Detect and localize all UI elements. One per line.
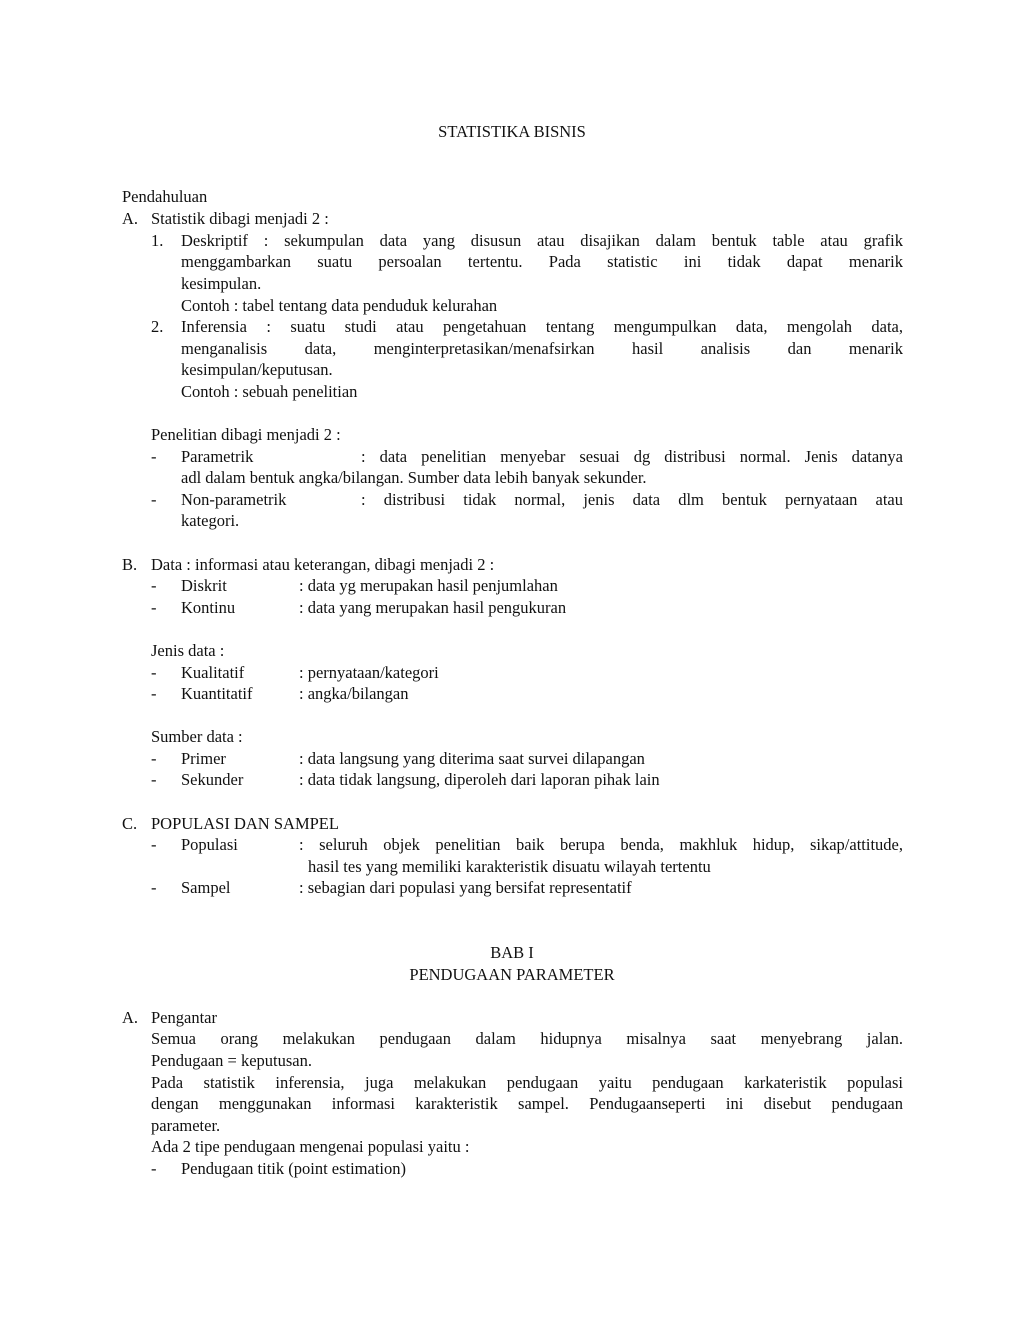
pengantar-line-5: parameter. bbox=[151, 1116, 221, 1135]
list-number-1: 1. bbox=[151, 231, 164, 250]
pengantar-line-1: Semua orang melakukan pendugaan dalam hidupnya misalnya saat menyebrang jalan. bbox=[151, 1029, 903, 1048]
research-heading: Penelitian dibagi menjadi 2 : bbox=[151, 425, 341, 444]
data-term-diskrit: Diskrit bbox=[181, 576, 227, 595]
dash-bullet: - bbox=[151, 576, 157, 595]
section-c-text: POPULASI DAN SAMPEL bbox=[151, 814, 339, 833]
sumber-desc-primer: : data langsung yang diterima saat survei dilapangan bbox=[299, 749, 645, 768]
data-desc-diskrit: : data yg merupakan hasil penjumlahan bbox=[299, 576, 558, 595]
list-marker-a: A. bbox=[122, 209, 139, 228]
pengantar-heading: Pengantar bbox=[151, 1008, 217, 1027]
deskriptif-line-3: kesimpulan. bbox=[181, 274, 262, 293]
research-term-parametrik: Parametrik bbox=[181, 447, 254, 466]
inferensia-line-1: Inferensia : suatu studi atau pengetahuan tentang mengumpulkan data, mengolah data, bbox=[181, 317, 903, 336]
sumber-heading: Sumber data : bbox=[151, 727, 243, 746]
research-cont-parametrik: adl dalam bentuk angka/bilangan. Sumber data lebih banyak sekunder. bbox=[181, 468, 647, 487]
list-number-2: 2. bbox=[151, 317, 164, 336]
populasi-cont: hasil tes yang memiliki karakteristik disuatu wilayah tertentu bbox=[308, 857, 711, 876]
research-term-nonparametrik: Non-parametrik bbox=[181, 490, 287, 509]
dash-bullet: - bbox=[151, 447, 157, 466]
research-cont-nonparametrik: kategori. bbox=[181, 511, 240, 530]
data-term-kontinu: Kontinu bbox=[181, 598, 236, 617]
dash-bullet: - bbox=[151, 878, 157, 897]
jenis-term-kualitatif: Kualitatif bbox=[181, 663, 245, 682]
dash-bullet: - bbox=[151, 749, 157, 768]
sumber-desc-sekunder: : data tidak langsung, diperoleh dari laporan pihak lain bbox=[299, 770, 660, 789]
jenis-heading: Jenis data : bbox=[151, 641, 225, 660]
dash-bullet: - bbox=[151, 1159, 157, 1178]
list-marker-a: A. bbox=[122, 1008, 139, 1027]
dash-bullet: - bbox=[151, 770, 157, 789]
inferensia-example: Contoh : sebuah penelitian bbox=[181, 382, 358, 401]
inferensia-line-3: kesimpulan/keputusan. bbox=[181, 360, 333, 379]
document-title: STATISTIKA BISNIS bbox=[438, 122, 586, 141]
pengantar-line-3: Pada statistik inferensia, juga melakukan pendugaan yaitu pendugaan karkateristik populasi bbox=[151, 1073, 903, 1092]
inferensia-line-2: menganalisis data, menginterpretasikan/menafsirkan hasil analisis dan menarik bbox=[181, 339, 903, 358]
jenis-desc-kualitatif: : pernyataan/kategori bbox=[299, 663, 439, 682]
pendugaan-type-1: Pendugaan titik (point estimation) bbox=[181, 1159, 407, 1178]
sampel-term: Sampel bbox=[181, 878, 231, 897]
jenis-term-kuantitatif: Kuantitatif bbox=[181, 684, 253, 703]
pengantar-line-4: dengan menggunakan informasi karakteristik sampel. Pendugaanseperti ini disebut pendugaan bbox=[151, 1094, 903, 1113]
section-b-text: Data : informasi atau keterangan, dibagi menjadi 2 : bbox=[151, 555, 495, 574]
chapter-label: BAB I bbox=[490, 943, 534, 962]
dash-bullet: - bbox=[151, 598, 157, 617]
pengantar-line-2: Pendugaan = keputusan. bbox=[151, 1051, 312, 1070]
jenis-desc-kuantitatif: : angka/bilangan bbox=[299, 684, 409, 703]
data-desc-kontinu: : data yang merupakan hasil pengukuran bbox=[299, 598, 567, 617]
section-a-text: Statistik dibagi menjadi 2 : bbox=[151, 209, 329, 228]
dash-bullet: - bbox=[151, 663, 157, 682]
pengantar-line-6: Ada 2 tipe pendugaan mengenai populasi yaitu : bbox=[151, 1137, 470, 1156]
dash-bullet: - bbox=[151, 835, 157, 854]
dash-bullet: - bbox=[151, 684, 157, 703]
deskriptif-example: Contoh : tabel tentang data penduduk kelurahan bbox=[181, 296, 498, 315]
populasi-desc: : seluruh objek penelitian baik berupa benda, makhluk hidup, sikap/attitude, bbox=[299, 835, 903, 854]
dash-bullet: - bbox=[151, 490, 157, 509]
research-desc-parametrik: : data penelitian menyebar sesuai dg distribusi normal. Jenis datanya bbox=[361, 447, 903, 466]
sumber-term-sekunder: Sekunder bbox=[181, 770, 244, 789]
list-marker-c: C. bbox=[122, 814, 138, 833]
deskriptif-line-1: Deskriptif : sekumpulan data yang disusun atau disajikan dalam bentuk table atau grafik bbox=[181, 231, 903, 250]
deskriptif-line-2: menggambarkan suatu persoalan tertentu. Pada statistic ini tidak dapat menarik bbox=[181, 252, 903, 271]
sumber-term-primer: Primer bbox=[181, 749, 226, 768]
research-desc-nonparametrik: : distribusi tidak normal, jenis data dlm bentuk pernyataan atau bbox=[361, 490, 903, 509]
section-heading-pendahuluan: Pendahuluan bbox=[122, 187, 208, 206]
chapter-title: PENDUGAAN PARAMETER bbox=[409, 965, 615, 984]
populasi-term: Populasi bbox=[181, 835, 238, 854]
sampel-desc: : sebagian dari populasi yang bersifat representatif bbox=[299, 878, 632, 897]
list-marker-b: B. bbox=[122, 555, 138, 574]
